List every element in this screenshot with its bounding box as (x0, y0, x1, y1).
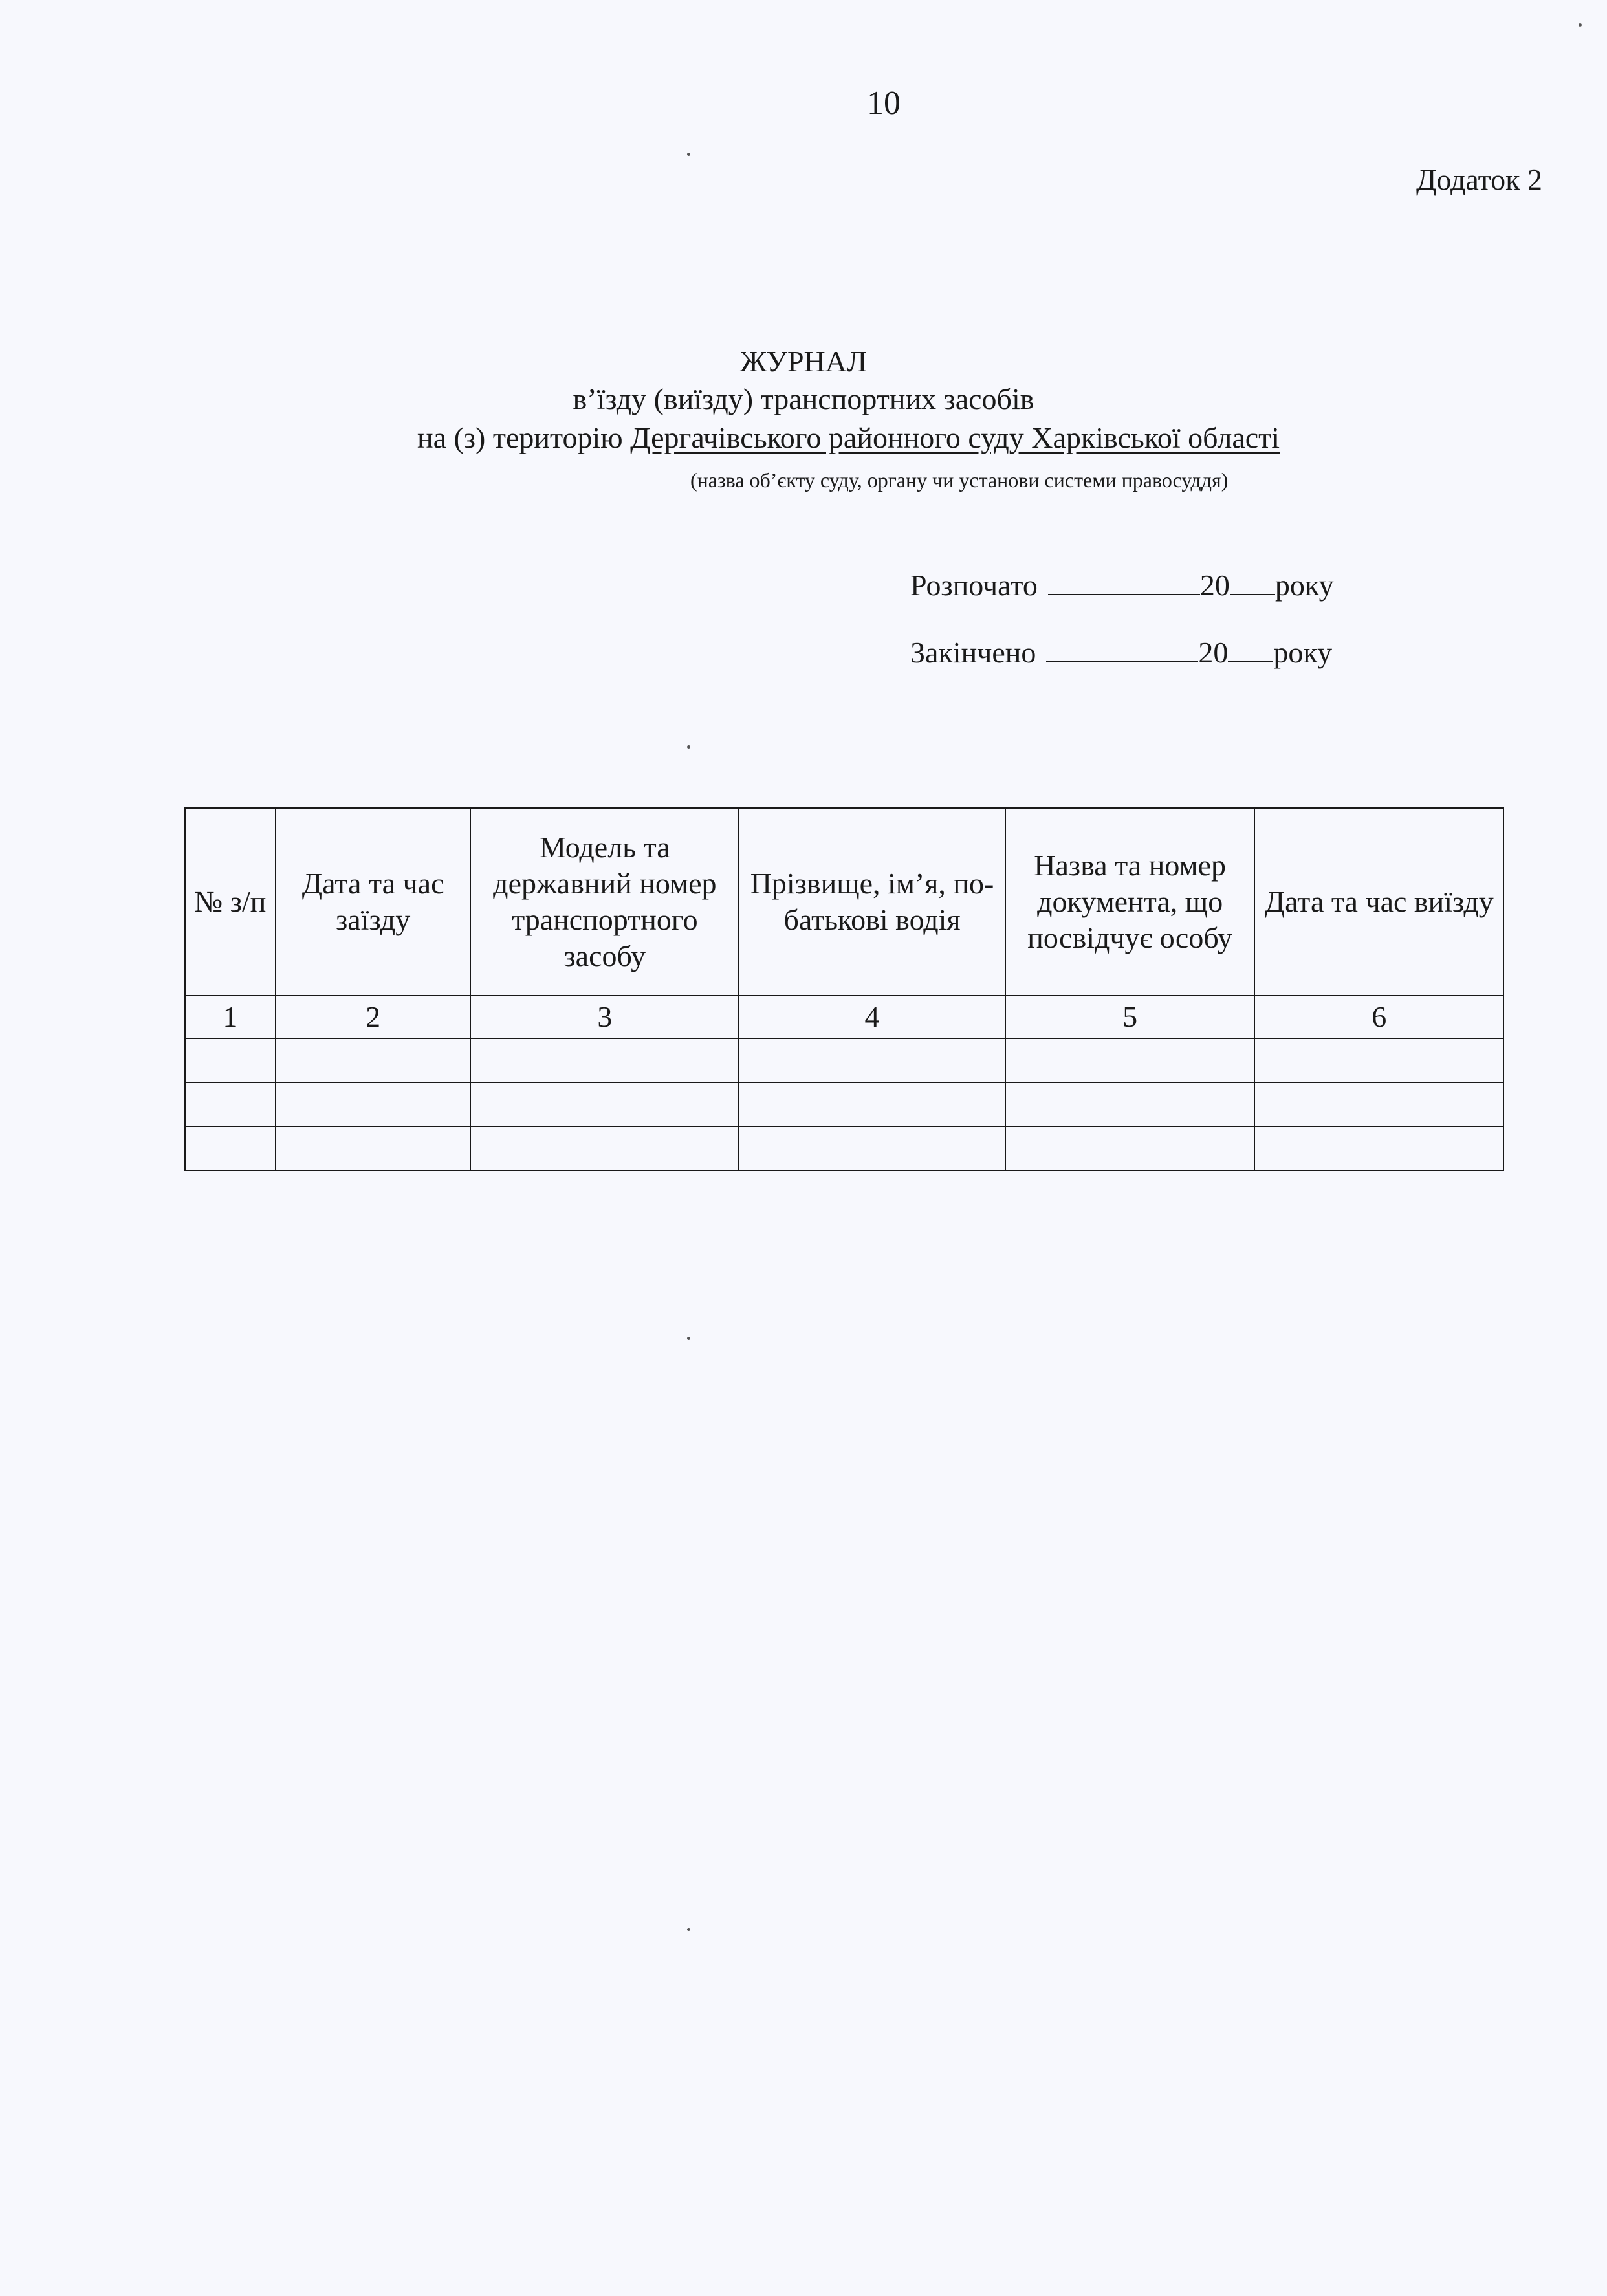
scan-speck (687, 1337, 690, 1340)
scan-speck (687, 153, 690, 156)
started-year-blank (1230, 567, 1275, 595)
table-cell (276, 1082, 471, 1126)
journal-heading: ЖУРНАЛ (739, 345, 868, 378)
table-row (185, 1126, 1503, 1170)
table-cell (1005, 1126, 1255, 1170)
column-number: 5 (1005, 996, 1255, 1038)
territory-prefix: на (з) територію (417, 421, 623, 454)
header-exit-datetime: Дата та час виїзду (1254, 808, 1503, 996)
journal-subtitle: в’їзду (виїзду) транспортних засобів (573, 382, 1034, 415)
table-cell (1254, 1038, 1503, 1082)
finished-year-blank (1228, 634, 1273, 662)
appendix-label: Додаток 2 (1416, 163, 1542, 196)
started-year-suffix: року (1274, 569, 1334, 602)
table-cell (1254, 1082, 1503, 1126)
finished-label: Закінчено (910, 636, 1036, 669)
finished-year-prefix: 20 (1198, 636, 1229, 669)
table-cell (470, 1082, 739, 1126)
page-number: 10 (867, 85, 901, 122)
table-cell (1005, 1038, 1255, 1082)
table-cell (185, 1082, 276, 1126)
table-cell (470, 1126, 739, 1170)
header-identity-document: Назва та номер документа, що посвідчує особу (1005, 808, 1255, 996)
scan-speck (687, 745, 690, 749)
started-label: Розпочато (910, 569, 1038, 602)
started-line (910, 567, 1334, 604)
journal-title (0, 343, 1607, 418)
finished-line (910, 634, 1332, 671)
finished-year-suffix: року (1273, 636, 1333, 669)
table-cell (470, 1038, 739, 1082)
table-row (185, 1082, 1503, 1126)
table-cell (185, 1126, 276, 1170)
court-name: Дергачівського районного суду Харківської області (630, 421, 1280, 454)
scan-speck (687, 1928, 690, 1931)
table-row (185, 1038, 1503, 1082)
started-year-prefix: 20 (1199, 569, 1230, 602)
table-cell (739, 1038, 1005, 1082)
header-driver-name: Прізвище, ім’я, по-батькові водія (739, 808, 1005, 996)
table-cell (276, 1126, 471, 1170)
journal-territory-line (417, 419, 1280, 457)
column-number: 4 (739, 996, 1005, 1038)
column-number: 6 (1254, 996, 1503, 1038)
table-cell (739, 1126, 1005, 1170)
table-cell (276, 1038, 471, 1082)
header-vehicle: Модель та державний номер транспортного засобу (470, 808, 739, 996)
column-number: 3 (470, 996, 739, 1038)
table-cell (185, 1038, 276, 1082)
table-cell (1254, 1126, 1503, 1170)
table-cell (739, 1082, 1005, 1126)
vehicle-log-table (184, 807, 1504, 1171)
header-entry-datetime: Дата та час заїзду (276, 808, 471, 996)
header-number: № з/п (185, 808, 276, 996)
scan-speck (1579, 23, 1582, 27)
column-number: 1 (185, 996, 276, 1038)
finished-date-blank (1046, 634, 1198, 662)
court-name-note: (назва об’єкту суду, органу чи установи системи правосуддя) (690, 468, 1229, 492)
column-number: 2 (276, 996, 471, 1038)
started-date-blank (1048, 567, 1200, 595)
column-number-row (185, 996, 1503, 1038)
table-cell (1005, 1082, 1255, 1126)
